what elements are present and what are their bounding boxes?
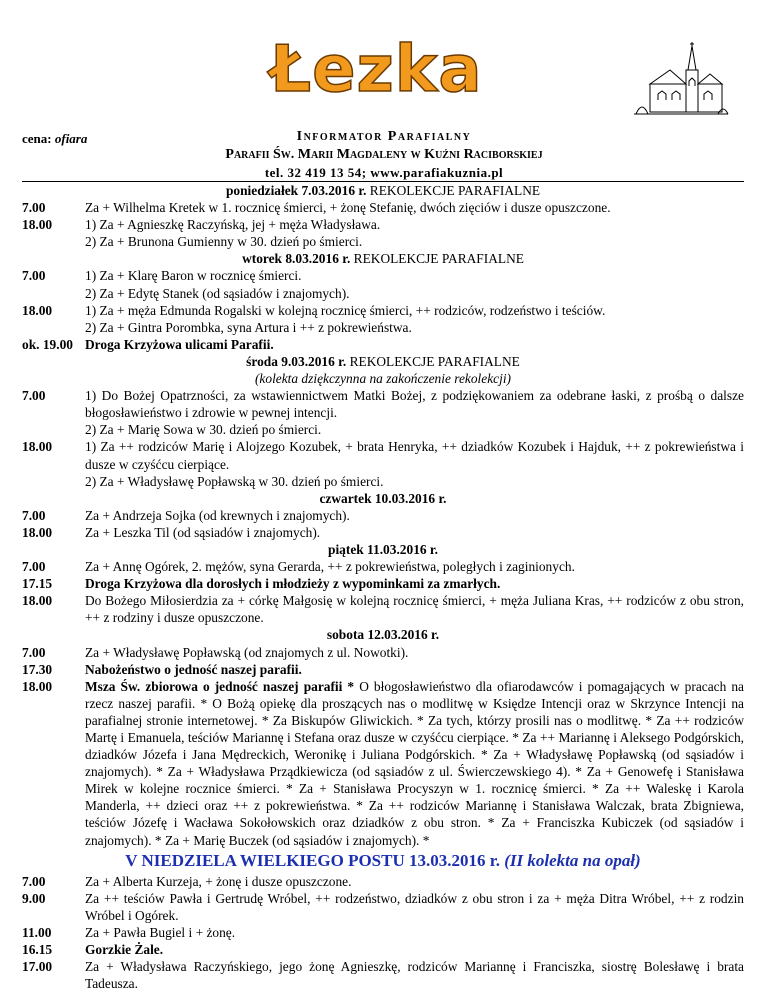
mass-intention [22,575,744,592]
intention-text: 2) Za + Gintra Porombka, syna Artura i ++ z pokrewieństwa. [85,319,412,335]
intention-text: 2) Za + Brunona Gumienny w 30. dzień po śmierci. [85,234,363,250]
mass-time [22,319,85,336]
day-heading [22,626,744,643]
mass-time [22,233,85,250]
day-heading [22,353,744,370]
mass-time: 7.00 [22,268,46,284]
intention-text: Do Bożego Miłosierdzia za + córkę Małgosię w kolejną rocznicę śmierci, + męża Juliana Kras, ++ rodziców z obu stron, ++ z rodziny i dusze opuszczone. [85,593,744,626]
intention-text: Za + Andrzeja Sojka (od krewnych i znajomych). [85,507,350,523]
mass-intention [22,873,744,890]
mass-intention [22,438,744,472]
mass-time: 7.00 [22,388,46,404]
intention-text: Nabożeństwo o jedność naszej parafii. [85,661,302,677]
mass-time: 17.30 [22,661,53,677]
collection-note: (kolekta dziękczynna na zakończenie rekolekcji) [254,371,512,387]
intention-text: 1) Za + Agnieszkę Raczyńską, jej + męża Władysława. [85,217,381,233]
mass-time: 7.00 [22,644,46,660]
day-heading [22,250,744,267]
mass-intention [22,678,744,849]
mass-time [22,285,85,302]
mass-time: 18.00 [22,593,53,609]
mass-intention [22,958,744,992]
mass-title: Msza Św. zbiorowa o jedność naszej parafii * [85,678,355,694]
intention-text: Droga Krzyżowa dla dorosłych i młodzieży z wypominkami za zmarłych. [85,576,501,592]
sunday-heading [22,850,744,872]
sunday-note: (II kolekta na opał) [504,850,641,870]
mass-intention [22,421,744,438]
mass-intention [22,336,744,353]
mass-intention [22,319,744,336]
intention-text [85,678,744,849]
intention-text: Za + Wilhelma Kretek w 1. rocznicę śmierci, + żonę Stefanię, dwóch zięciów i dusze opuszczone. [85,200,611,216]
mass-intention [22,199,744,216]
mass-intention [22,941,744,958]
price-value: ofiara [54,131,88,146]
mass-intention [22,924,744,941]
intention-line: O błogosławieństwo dla ofiarodawców i pomagających w pracach na rzecz naszej parafii. * O Bożą opiekę dla proszących nas o modlitwę w Księdze Intencji oraz w Skrzynce Intencji na parafialnej stronie internetowej. * Za Biskupów Gliwickich. * Za tych, którzy prosili nas o modlitwę. * Za ++ rodziców Martę i Emanuela, teściów Mariannę i Stefana oraz dusze w czyśćcu cierpiące. * Za ++ Mariannę i Aleksego Podgórskich, dziadków Józefa i Jana Mędreckich, Weronikę i Juliana Podgórskich. * Za + Władysławę Popławską (od sąsiadów i znajomych). * Za + Władysława Prządkiewicza (od sąsiadów z ul. Świerczewskiego 4). * Za + Genowefę i Stanisława Mirek w kolejne rocznice śmierci. * Za + Stanisława Procyszyn w 1. rocznicę śmierci. * Za ++ Waleskę i Karola Manderla, ++ dzieci oraz ++ z pokrewieństwa. * Za ++ rodziców Mariannę i Stanisława Walczak, brata Zbigniewa, teściów Józefę i Wacława Sokołowskich oraz dziadków z obu stron. * Za + Franciszka Kubiczek (od sąsiadów i znajomych). * Za + Marię Buczek (od sąsiadów i znajomych). * [85,678,744,848]
mass-time [22,473,85,490]
intention-text: Za + Władysławę Popławską (od znajomych z ul. Nowotki). [85,644,409,660]
intention-text: 1) Za + Klarę Baron w rocznicę śmierci. [85,268,302,284]
price-label: cena: [22,131,52,146]
mass-intention [22,302,744,319]
church-drawing-icon [630,40,730,120]
intention-text: 2) Za + Edytę Stanek (od sąsiadów i znajomych). [85,285,350,301]
intention-text: Za + Władysława Raczyńskiego, jego żonę Agnieszkę, rodziców Mariannę i Franciszka, siostrę Bolesławę i brata Tadeusza. [85,959,744,992]
mass-intention [22,558,744,575]
mass-time: 11.00 [22,924,52,940]
mass-intention [22,507,744,524]
intention-text: Droga Krzyżowa ulicami Parafii. [85,336,274,352]
mass-intention [22,216,744,233]
header-title: Informator Parafialny [296,129,472,144]
day-date: środa 9.03.2016 r. [246,353,347,369]
intention-text: Za + Leszka Til (od sąsiadów i znajomych). [85,524,321,540]
intention-text: 1) Za + męża Edmunda Rogalski w kolejną rocznicę śmierci, ++ rodziców, rodzeństwo i teściów. [85,302,606,318]
intention-text: 2) Za + Marię Sowa w 30. dzień po śmierci. [85,422,322,438]
mass-time: 17.00 [22,959,53,975]
day-date: sobota 12.03.2016 r. [326,627,440,643]
mass-time: 18.00 [22,217,53,233]
day-heading [22,182,744,199]
day-note: REKOLEKCJE PARAFIALNE [369,183,541,198]
mass-time [22,421,85,438]
day-note: REKOLEKCJE PARAFIALNE [349,353,520,369]
intention-text: Za + Alberta Kurzeja, + żonę i dusze opuszczone. [85,873,352,889]
mass-intention [22,267,744,284]
mass-time: 18.00 [22,302,53,318]
mass-intention [22,473,744,490]
intention-text: 1) Za ++ rodziców Marię i Alojzego Kozubek, + brata Henryka, ++ dziadków Kozubek i Hajduk, ++ z pokrewieństwa i dusze w czyśćcu cierpiące. [85,439,744,472]
day-date: poniedziałek 7.03.2016 r. [225,183,367,198]
mass-intention [22,285,744,302]
schedule [22,182,744,992]
intention-text: 1) Do Bożej Opatrzności, za wstawiennictwem Matki Bożej, z podziękowaniem za odebrane łaski, z prośbą o dalsze błogosławieństwo i zdrowie w pewnej intencji. [85,388,744,421]
intention-text: Za ++ teściów Pawła i Gertrudę Wróbel, ++ rodzeństwo, dziadków z obu stron i za + męża Ditra Wróbel, ++ z rodzin Wróbel i Ogórek. [85,890,744,923]
day-date: czwartek 10.03.2016 r. [319,490,447,506]
day-date: piątek 11.03.2016 r. [328,541,438,557]
mass-intention [22,661,744,678]
mass-time: 16.15 [22,942,53,958]
intention-text: Gorzkie Żale. [85,942,164,958]
mass-time: 18.00 [22,439,53,455]
mass-time: 7.00 [22,507,46,523]
intention-text: Za + Annę Ogórek, 2. mężów, syna Gerarda, ++ z pokrewieństwa, poległych i zaginionych. [85,559,575,575]
mass-intention [22,890,744,924]
header-parish: Parafii Św. Marii Magdaleny w Kuźni Raciborskiej [225,147,543,162]
sunday-title: V NIEDZIELA WIELKIEGO POSTU 13.03.2016 r. [125,850,500,870]
mass-time: 9.00 [22,890,46,906]
mass-intention [22,592,744,626]
mass-time: 7.00 [22,200,46,216]
mass-time: 18.00 [22,678,53,694]
mass-intention [22,387,744,421]
mass-time: 18.00 [22,524,53,540]
mass-intention [22,524,744,541]
day-heading [22,541,744,558]
header-contact: tel. 32 419 13 54; www.parafiakuznia.pl [264,165,504,180]
mass-time: ok. 19.00 [22,336,73,352]
mass-intention [22,233,744,250]
mass-intention [22,644,744,661]
leaflet-logo: Łezka [270,33,483,107]
mass-time: 17.15 [22,576,53,592]
intention-text: Za + Pawła Bugiel i + żonę. [85,924,236,940]
day-date: wtorek 8.03.2016 r. [242,251,351,267]
day-note: REKOLEKCJE PARAFIALNE [353,251,524,267]
mass-time: 7.00 [22,873,46,889]
mass-time: 7.00 [22,559,46,575]
intention-text: 2) Za + Władysławę Popławską w 30. dzień po śmierci. [85,473,384,489]
day-heading [22,490,744,507]
